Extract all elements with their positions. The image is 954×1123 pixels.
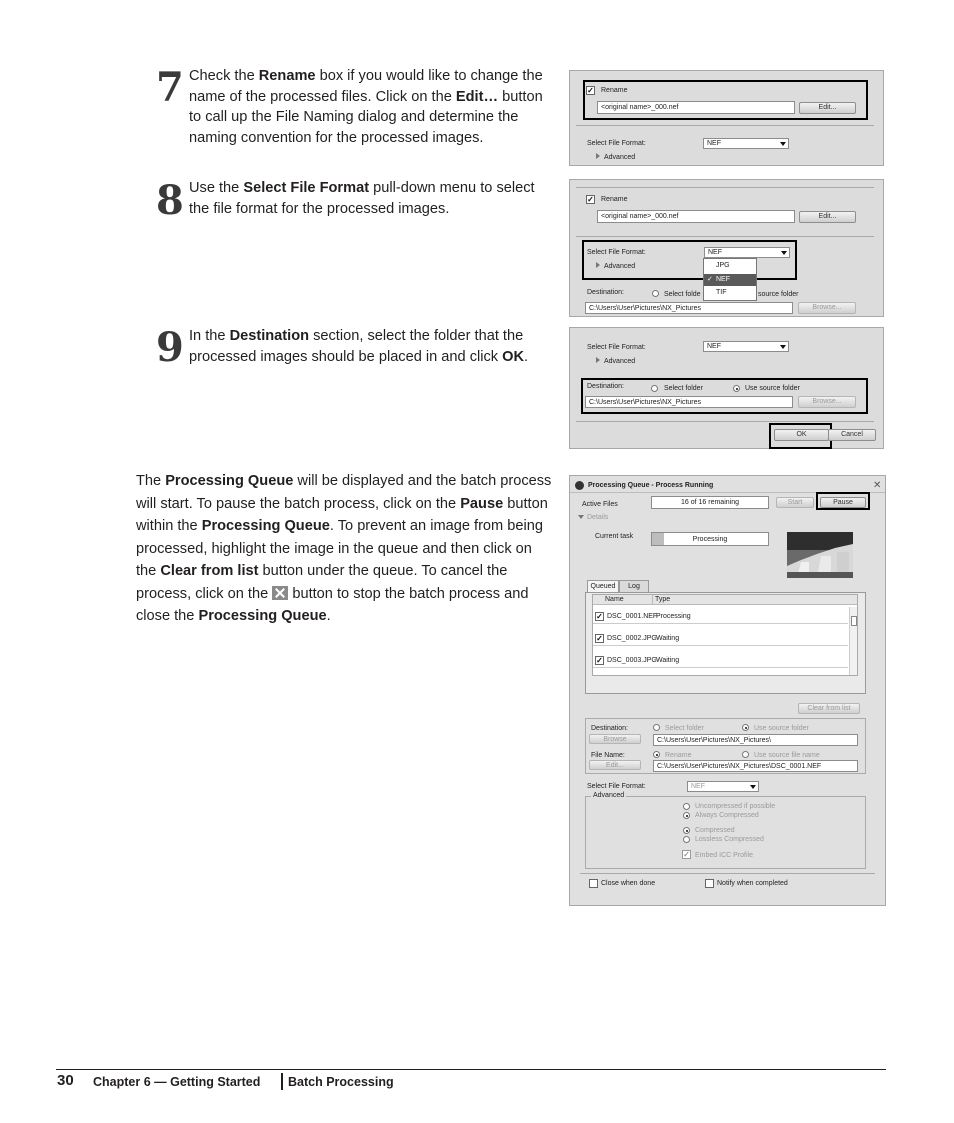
triangle-right-icon (596, 153, 600, 159)
row-name: DSC_0003.JPG (607, 657, 657, 664)
step-text-7 (189, 66, 554, 148)
step-text-run: section, select the folder that the processed images should be placed in and click (189, 328, 524, 365)
table-row[interactable] (593, 612, 848, 624)
clear-from-list-button[interactable]: Clear from list (798, 703, 860, 714)
row-checkbox[interactable]: ✓ (596, 634, 603, 643)
lossless-radio[interactable] (683, 836, 690, 843)
para-text: The (136, 473, 166, 489)
step-text-run: Use the (189, 180, 244, 196)
advanced-label: Advanced (593, 792, 625, 799)
chevron-down-icon (780, 142, 786, 146)
uncompressed-radio[interactable] (683, 803, 690, 810)
select-folder-radio[interactable] (653, 724, 660, 731)
destination-path-field[interactable]: C:\Users\User\Pictures\NX_Pictures (585, 302, 793, 314)
divider (576, 236, 874, 237)
advanced-toggle[interactable] (596, 153, 635, 161)
file-name-label: File Name: (591, 752, 625, 759)
rename-checkbox[interactable]: ✓ (587, 195, 594, 204)
naming-field[interactable]: <original name>_000.nef (597, 210, 795, 223)
divider (576, 187, 874, 188)
always-compressed-radio[interactable] (683, 812, 690, 819)
step-bold-text: Destination (229, 328, 310, 344)
browse-button[interactable]: Browse... (798, 302, 856, 314)
format-select[interactable] (703, 138, 789, 149)
format-value: NEF (707, 343, 721, 350)
rename-checkbox[interactable]: ✓ (587, 86, 594, 95)
format-select[interactable] (703, 341, 789, 352)
notify-checkbox[interactable] (705, 879, 714, 888)
row-name: DSC_0002.JPG (607, 635, 657, 642)
current-task-field (651, 532, 769, 546)
source-folder-label: Use source folder (754, 725, 809, 732)
scrollbar[interactable] (849, 607, 857, 675)
active-files-label: Active Files (582, 501, 618, 508)
step-number-8: 8 (156, 177, 184, 224)
para-bold: Pause (460, 495, 504, 512)
section-title: Batch Processing (288, 1075, 394, 1089)
ok-highlight (769, 423, 832, 449)
step-text-run: box if you would like to change the name of the processed files. Click on the (189, 68, 543, 105)
divider (580, 873, 875, 874)
compressed-radio[interactable] (683, 827, 690, 834)
dropdown-option-nef[interactable] (704, 274, 756, 286)
para-text: button to stop the batch process and close the (136, 585, 529, 624)
source-folder-radio[interactable] (742, 724, 749, 731)
advanced-label: Advanced (604, 154, 636, 161)
close-when-done-checkbox[interactable] (589, 879, 598, 888)
tab-queued[interactable]: Queued (587, 580, 619, 592)
embed-icc-label: Embed ICC Profile (695, 852, 753, 859)
destination-dialog-screenshot (569, 327, 884, 449)
close-when-done-label: Close when done (601, 880, 656, 887)
footer-separator (281, 1073, 283, 1090)
select-folder-radio[interactable] (652, 290, 659, 297)
destination-label: Destination: (591, 725, 628, 732)
scroll-thumb[interactable] (851, 616, 857, 626)
table-header (593, 595, 857, 605)
format-label: Select File Format: (587, 783, 646, 790)
destination-highlight (581, 378, 868, 414)
select-folder-label: Select folder (664, 385, 703, 392)
select-folder-label: Select folder (665, 725, 704, 732)
format-dialog-screenshot (569, 179, 884, 317)
para-bold: Processing Queue (201, 518, 330, 534)
processing-queue-window (569, 475, 886, 906)
footer-rule (56, 1069, 886, 1070)
divider (576, 421, 874, 422)
source-folder-label (758, 291, 798, 298)
row-type: Waiting (656, 635, 680, 642)
app-icon (575, 481, 584, 490)
browse-button[interactable]: Browse (589, 734, 641, 744)
start-button[interactable]: Start (776, 497, 814, 508)
row-checkbox[interactable]: ✓ (596, 612, 603, 621)
step-number-7: 7 (156, 64, 184, 111)
rename-radio[interactable] (653, 751, 660, 758)
source-file-label: Use source file name (754, 752, 820, 759)
chevron-down-icon (750, 785, 756, 789)
thumbnail-image (787, 532, 853, 578)
para-text: will be displayed and the batch process will start. To pause the batch process, click on the (136, 473, 552, 512)
advanced-group (585, 792, 866, 869)
source-folder-tail: er (792, 291, 799, 298)
edit-button[interactable]: Edit... (589, 760, 641, 770)
naming-field[interactable]: <original name>_000.nef (597, 101, 795, 114)
processing-queue-paragraph (136, 470, 552, 628)
format-dropdown[interactable] (703, 258, 757, 301)
table-row[interactable] (593, 634, 848, 646)
step-number-9: 9 (156, 324, 184, 371)
dropdown-option-tif[interactable]: TIF (716, 289, 727, 296)
row-name: DSC_0001.NEF (607, 613, 658, 620)
step-bold-text: Select File Format (243, 180, 370, 196)
pause-highlight (816, 492, 870, 510)
compressed-label: Compressed (695, 827, 735, 834)
close-icon (272, 586, 288, 600)
destination-label: Destination: (587, 383, 624, 390)
step-bold-text: Rename (258, 68, 316, 84)
step-text-9 (189, 326, 554, 367)
para-text: . (326, 608, 331, 624)
step-text-run: button to call up the File Naming dialog and determine the naming convention for the processed images. (189, 88, 543, 146)
details-toggle[interactable] (578, 514, 608, 521)
lossless-label: Lossless Compressed (695, 836, 764, 843)
browse-button[interactable]: Browse... (798, 396, 856, 408)
queue-table (592, 594, 858, 676)
triangle-down-icon (578, 515, 584, 519)
destination-path-field[interactable]: C:\Users\User\Pictures\NX_Pictures (585, 396, 793, 408)
format-select[interactable] (687, 781, 759, 792)
rename-label: Rename (665, 752, 692, 759)
format-value: NEF (708, 249, 722, 256)
advanced-toggle[interactable] (596, 357, 635, 365)
para-text: button under the queue. To cancel the process, click on the (136, 563, 508, 602)
tab-log[interactable]: Log (619, 580, 649, 592)
source-file-radio[interactable] (742, 751, 749, 758)
option-nef-label: NEF (716, 276, 730, 283)
pause-button[interactable]: Pause (820, 497, 866, 508)
advanced-label: Advanced (604, 263, 636, 270)
edit-button[interactable]: Edit... (799, 102, 856, 114)
column-divider (652, 595, 653, 605)
rename-highlight (583, 80, 868, 120)
divider (576, 125, 874, 126)
queue-list-panel (585, 592, 866, 694)
file-path-field[interactable]: C:\Users\User\Pictures\NX_Pictures\DSC_0001.NEF (653, 760, 858, 772)
chevron-down-icon (780, 345, 786, 349)
always-compressed-label: Always Compressed (695, 812, 759, 819)
format-value: NEF (707, 140, 721, 147)
step-text-8 (189, 178, 549, 219)
rename-label: Rename (601, 196, 628, 203)
format-highlight (582, 240, 797, 280)
source-folder-label: Use source folder (745, 385, 800, 392)
building-photo (787, 532, 853, 578)
format-label: Select File Format: (587, 344, 646, 351)
current-task-value: Processing (692, 536, 728, 543)
para-bold: Processing Queue (165, 473, 294, 489)
destination-label: Destination: (587, 289, 624, 296)
select-folder-label: Select folde (664, 291, 701, 298)
rename-label: Rename (601, 87, 628, 94)
destination-group (585, 718, 866, 774)
edit-button[interactable]: Edit... (799, 211, 856, 223)
destination-path-field[interactable]: C:\Users\User\Pictures\NX_Pictures\ (653, 734, 858, 746)
ok-button[interactable]: OK (774, 429, 829, 441)
uncompressed-label: Uncompressed if possible (695, 803, 776, 810)
table-row[interactable] (593, 656, 848, 668)
row-type: Processing (656, 613, 691, 620)
para-bold: Clear from list (160, 563, 259, 579)
format-label: Select File Format: (587, 140, 646, 147)
para-bold: Processing Queue (198, 608, 327, 624)
triangle-right-icon (596, 357, 600, 363)
step-text-run: . (524, 348, 529, 365)
source-folder-text: source fold (758, 291, 793, 298)
step-bold-text: OK (502, 348, 525, 365)
current-task-label: Current task (595, 533, 634, 540)
close-icon[interactable]: ✕ (873, 480, 882, 491)
para-text: button within the (136, 495, 548, 534)
format-value: NEF (691, 783, 705, 790)
row-type: Waiting (656, 657, 680, 664)
window-title: Processing Queue - Process Running (588, 482, 714, 489)
format-label: Select File Format: (587, 249, 646, 256)
page-number: 30 (57, 1072, 74, 1089)
step-bold-text: Edit… (455, 88, 499, 105)
embed-icc-checkbox[interactable]: ✓ (683, 850, 690, 859)
row-checkbox[interactable]: ✓ (596, 656, 603, 665)
notify-label: Notify when completed (717, 880, 788, 887)
details-label: Details (587, 514, 609, 521)
para-text: . To prevent an image from being processed, highlight the image in the queue and then click on the (136, 518, 543, 579)
chapter-title: Chapter 6 — Getting Started (93, 1075, 261, 1089)
step-text-run: In the (189, 328, 230, 344)
check-icon: ✓ (707, 276, 713, 283)
rename-dialog-screenshot (569, 70, 884, 166)
dropdown-option-jpg[interactable]: JPG (716, 262, 730, 269)
step-text-run: Check the (189, 68, 259, 84)
active-files-field: 16 of 16 remaining (651, 496, 769, 509)
advanced-label: Advanced (604, 358, 636, 365)
step-text-run: pull-down menu to select the file format for the processed images. (189, 180, 535, 217)
cancel-button[interactable]: Cancel (828, 429, 876, 441)
column-header-type[interactable]: Type (655, 596, 671, 603)
column-header-name[interactable]: Name (605, 596, 624, 603)
